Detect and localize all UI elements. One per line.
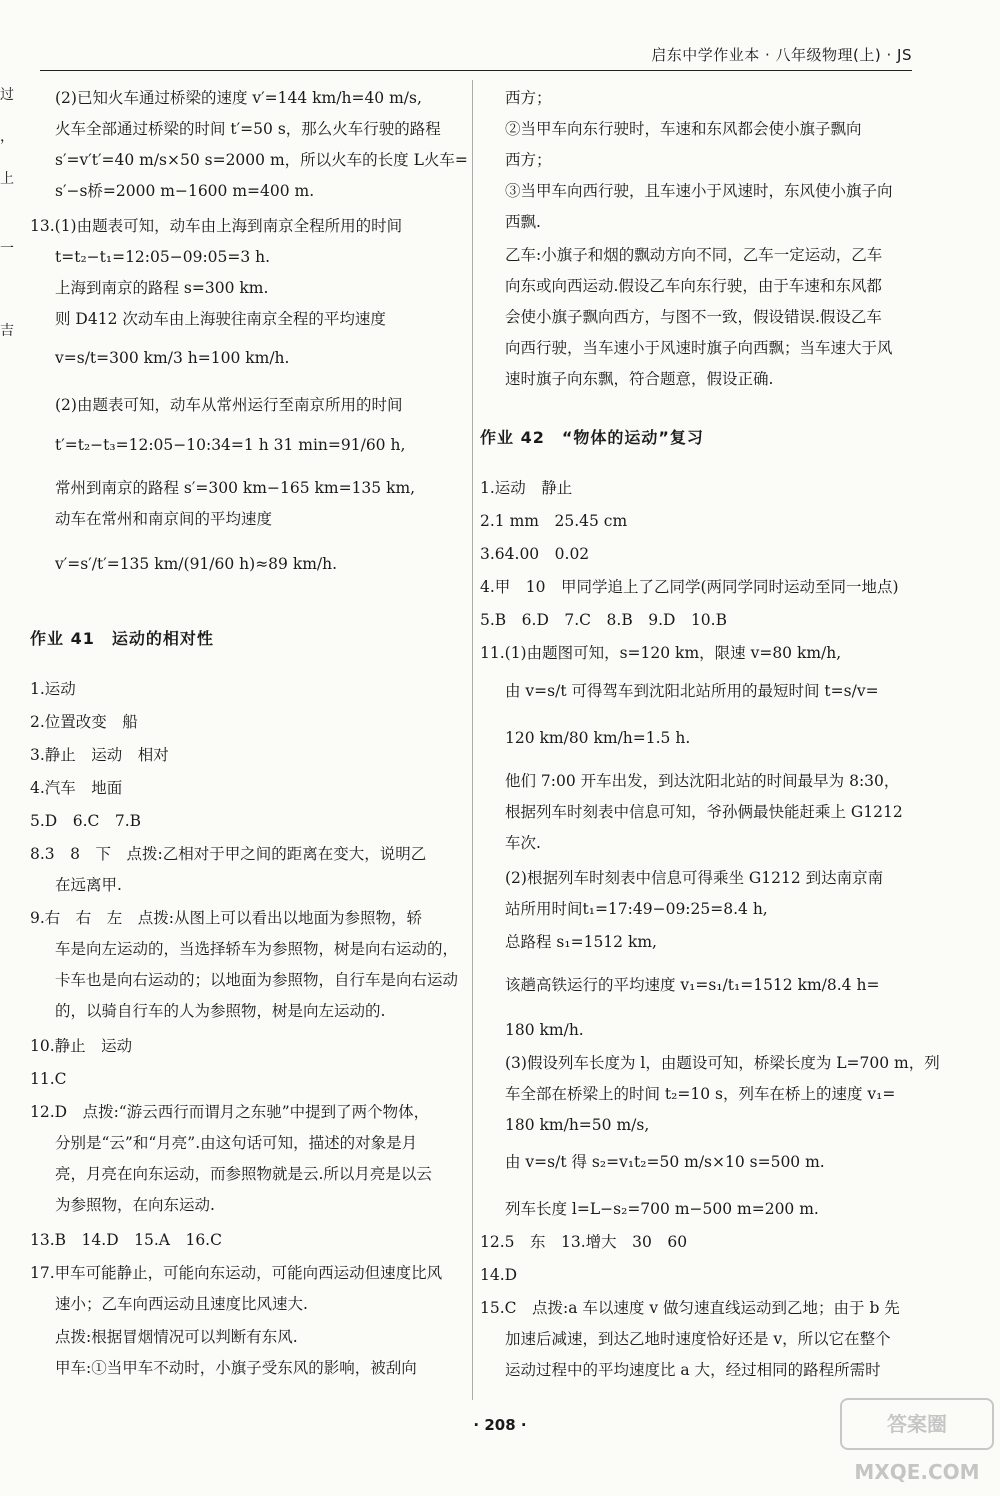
text-line: 站所用时间t₁=17:49−09:25=8.4 h, (505, 900, 768, 918)
page-number: · 208 · (473, 1416, 527, 1434)
header-rule (40, 70, 912, 71)
running-header: 启东中学作业本 · 八年级物理(上) · JS (651, 46, 912, 64)
text-line: 常州到南京的路程 s′=300 km−165 km=135 km, (55, 479, 416, 497)
text-line: 的，以骑自行车的人为参照物，树是向左运动的. (55, 1002, 386, 1020)
text-line: 15.C 点拨:a 车以速度 v 做匀速直线运动到乙地；由于 b 先 (480, 1299, 900, 1317)
text-line: 车全部在桥梁上的时间 t₂=10 s，列车在桥上的速度 v₁= (505, 1085, 896, 1103)
text-line: 12.5 东 13.增大 30 60 (480, 1233, 688, 1251)
text-line: 12.D 点拨:“游云西行而谓月之东驰”中提到了两个物体， (30, 1103, 430, 1121)
text-line: (2)已知火车通过桥梁的速度 v′=144 km/h=40 m/s, (55, 89, 422, 107)
text-line: 5.B 6.D 7.C 8.B 9.D 10.B (480, 611, 727, 629)
text-line: 卡车也是向右运动的；以地面为参照物，自行车是向右运动 (55, 971, 459, 989)
text-line: 车次. (505, 834, 541, 852)
text-line: 上海到南京的路程 s=300 km. (55, 279, 269, 297)
text-line: ②当甲车向东行驶时，车速和东风都会使小旗子飘向 (505, 120, 862, 138)
text-line: 西方； (505, 151, 552, 169)
text-line: (3)假设列车长度为 l，由题设可知，桥梁长度为 L=700 m，列 (505, 1054, 940, 1072)
watermark-logo: 答案圈 MXQE.COM (840, 1398, 994, 1450)
text-line: 则 D412 次动车由上海驶往南京全程的平均速度 (55, 310, 386, 328)
section-heading: 作业 42 “物体的运动”复习 (480, 428, 704, 447)
text-line: 3.静止 运动 相对 (30, 746, 169, 764)
text-line: 1.运动 (30, 680, 76, 698)
text-line: 速小；乙车向西运动且速度比风速大. (55, 1295, 308, 1313)
text-line: 9.右 右 左 点拨:从图上可以看出以地面为参照物，轿 (30, 909, 423, 927)
text-line: s′=v′t′=40 m/s×50 s=2000 m，所以火车的长度 L火车= (55, 151, 468, 169)
text-line: 17.甲车可能静止，可能向东运动，可能向西运动但速度比风 (30, 1264, 443, 1282)
text-line: t=t₂−t₁=12:05−09:05=3 h. (55, 248, 271, 266)
text-line: 在远离甲. (55, 876, 122, 894)
text-line: v=s/t=300 km/3 h=100 km/h. (55, 349, 290, 367)
text-line: 点拨:根据冒烟情况可以判断有东风. (55, 1328, 298, 1346)
section-heading: 作业 41 运动的相对性 (30, 629, 214, 648)
text-line: 为参照物，在向东运动. (55, 1196, 215, 1214)
text-line: 西方； (505, 89, 552, 107)
text-line: 3.64.00 0.02 (480, 545, 590, 563)
text-line: t′=t₂−t₃=12:05−10:34=1 h 31 min=91/60 h, (55, 436, 406, 454)
text-line: v′=s′/t′=135 km/(91/60 h)≈89 km/h. (55, 555, 338, 573)
text-line: 11.(1)由题图可知，s=120 km，限速 v=80 km/h, (480, 644, 842, 662)
text-line: 甲车:①当甲车不动时，小旗子受东风的影响，被刮向 (55, 1359, 417, 1377)
text-line: 亮，月亮在向东运动，而参照物就是云.所以月亮是以云 (55, 1165, 432, 1183)
text-line: 由 v=s/t 得 s₂=v₁t₂=50 m/s×10 s=500 m. (505, 1153, 825, 1171)
text-line: 2.1 mm 25.45 cm (480, 512, 628, 530)
margin-glyph: ， (0, 129, 14, 145)
margin-glyph: 吉 (0, 323, 14, 339)
text-line: 加速后减速，到达乙地时速度恰好还是 v，所以它在整个 (505, 1330, 891, 1348)
text-line: 总路程 s₁=1512 km, (505, 933, 657, 951)
text-line: 120 km/80 km/h=1.5 h. (505, 729, 691, 747)
text-line: ③当甲车向西行驶，且车速小于风速时，东风使小旗子向 (505, 182, 893, 200)
margin-glyph: 上 (0, 171, 14, 187)
text-line: 运动过程中的平均速度比 a 大，经过相同的路程所需时 (505, 1361, 881, 1379)
text-line: 由 v=s/t 可得驾车到沈阳北站所用的最短时间 t=s/v= (505, 682, 879, 700)
text-line: 火车全部通过桥梁的时间 t′=50 s，那么火车行驶的路程 (55, 120, 441, 138)
text-line: 10.静止 运动 (30, 1037, 133, 1055)
column-divider (472, 80, 473, 1400)
text-line: 西飘. (505, 213, 541, 231)
text-line: 180 km/h=50 m/s, (505, 1116, 650, 1134)
text-line: 向西行驶，当车速小于风速时旗子向西飘；当车速大于风 (505, 339, 893, 357)
text-line: 乙车:小旗子和烟的飘动方向不同，乙车一定运动，乙车 (505, 246, 883, 264)
text-line: 11.C (30, 1070, 67, 1088)
text-line: 8.3 8 下 点拨:乙相对于甲之间的距离在变大，说明乙 (30, 845, 427, 863)
text-line: 列车长度 l=L−s₂=700 m−500 m=200 m. (505, 1200, 819, 1218)
text-line: (2)由题表可知，动车从常州运行至南京所用的时间 (55, 396, 403, 414)
margin-glyph: 过 (0, 87, 14, 103)
text-line: 180 km/h. (505, 1021, 584, 1039)
text-line: 他们 7:00 开车出发，到达沈阳北站的时间最早为 8:30， (505, 772, 900, 790)
text-line: 5.D 6.C 7.B (30, 812, 142, 830)
margin-glyph: 一 (0, 241, 14, 257)
text-line: 动车在常州和南京间的平均速度 (55, 510, 273, 528)
text-line: (2)根据列车时刻表中信息可得乘坐 G1212 到达南京南 (505, 869, 884, 887)
margin-glyphs (0, 80, 14, 500)
text-line: 14.D (480, 1266, 518, 1284)
text-line: 13.B 14.D 15.A 16.C (30, 1231, 222, 1249)
text-line: 会使小旗子飘向西方，与图不一致，假设错误.假设乙车 (505, 308, 882, 326)
text-line: 该趟高铁运行的平均速度 v₁=s₁/t₁=1512 km/8.4 h= (505, 976, 880, 994)
text-line: 1.运动 静止 (480, 479, 573, 497)
text-line: 13.(1)由题表可知，动车由上海到南京全程所用的时间 (30, 217, 403, 235)
text-line: 车是向左运动的，当选择轿车为参照物，树是向右运动的， (55, 940, 459, 958)
text-line: 分别是“云”和“月亮”.由这句话可知，描述的对象是月 (55, 1134, 418, 1152)
text-line: 4.甲 10 甲同学追上了乙同学(两同学同时运动至同一地点) (480, 578, 899, 596)
text-line: 向东或向西运动.假设乙车向东行驶，由于车速和东风都 (505, 277, 882, 295)
text-line: 4.汽车 地面 (30, 779, 123, 797)
text-line: 2.位置改变 船 (30, 713, 138, 731)
text-line: 速时旗子向东飘，符合题意，假设正确. (505, 370, 774, 388)
text-line: s′−s桥=2000 m−1600 m=400 m. (55, 182, 315, 200)
text-line: 根据列车时刻表中信息可知，爷孙俩最快能赶乘上 G1212 (505, 803, 903, 821)
